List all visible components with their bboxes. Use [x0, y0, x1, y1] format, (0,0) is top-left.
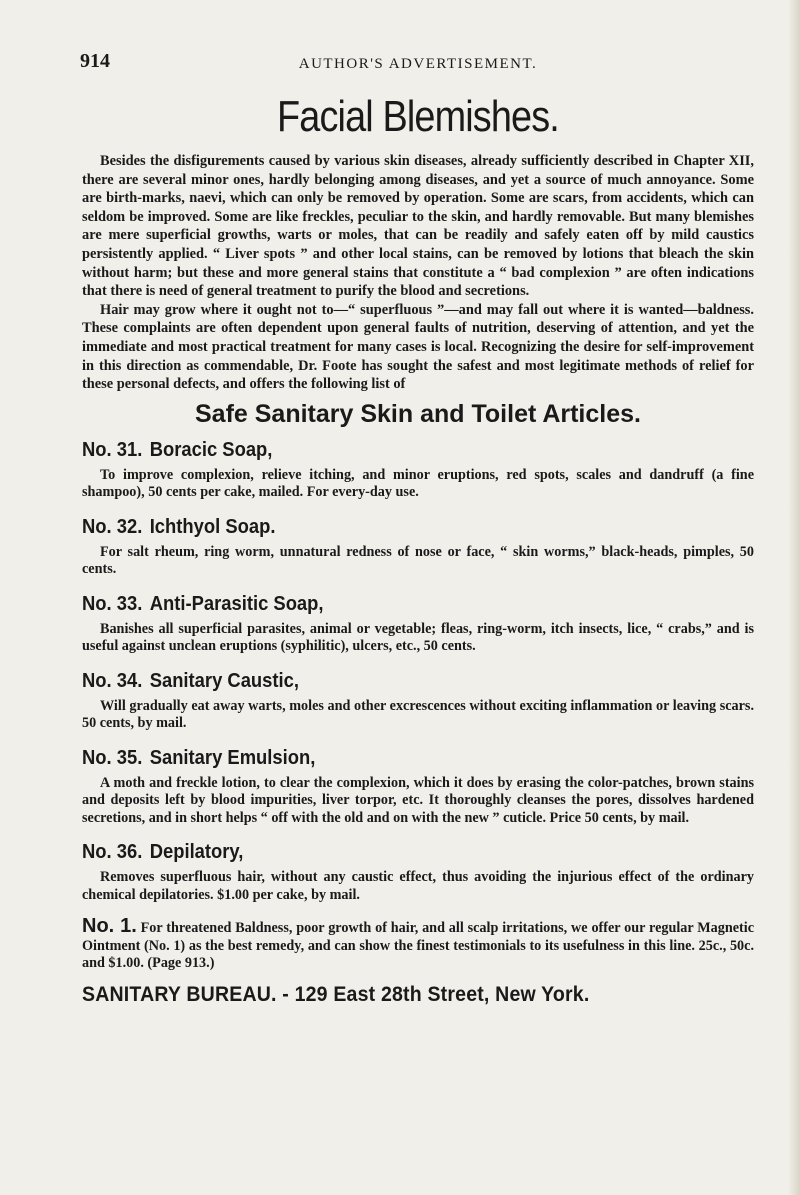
intro-paragraph-2: Hair may grow where it ought not to—“ superfluous ”—and may fall out where it is wanted—baldness. These complaints are often dependent upon general faults of nutrition, deserving of attention, and yet the immediate and most practical treatment for many cases is local. Recognizing the desire for self-improvement in this direction as commendable, Dr. Foote has sought the safest and most legitimate methods of relief for these personal defects, and offers the following list of	[82, 301, 754, 393]
product-description: Banishes all superficial parasites, animal or vegetable; fleas, ring-worm, itch insects, lice, “ crabs,” and is useful against unclean eruptions (syphilitic), ulcers, etc., 50 cents.	[82, 620, 754, 655]
product-number: No. 34.	[82, 669, 143, 692]
page-title: Facial Blemishes.	[277, 92, 559, 141]
product-number: No. 32.	[82, 515, 143, 538]
product-description: A moth and freckle lotion, to clear the complexion, which it does by erasing the color-patches, brown stains and deposits left by blood impurities, liver torpor, etc. It thoroughly cleanses the pores, dissolves hardened secretions, and in short helps “ off with the old and on with the new ” cuticle. Price 50 cents, by mail.	[82, 774, 754, 826]
bureau-address: SANITARY BUREAU. - 129 East 28th Street, New York.	[82, 982, 590, 1006]
product-heading	[82, 841, 700, 864]
notice-text: For threatened Baldness, poor growth of hair, and all scalp irritations, we offer our regular Magnetic Ointment (No. 1) as the best remedy, and can show the finest testimonials to its usefulness in this line. 25c., 50c. and $1.00. (Page 913.)	[82, 920, 754, 972]
product-item	[82, 841, 754, 904]
page	[82, 50, 754, 1007]
product-item	[82, 670, 754, 733]
product-description: Will gradually eat away warts, moles and other excrescences without exciting inflammation or leaving scars. 50 cents, by mail.	[82, 697, 754, 732]
product-heading	[82, 593, 700, 616]
product-description: Removes superfluous hair, without any caustic effect, thus avoiding the injurious effect of the ordinary chemical depilatories. $1.00 per cake, by mail.	[82, 869, 754, 903]
product-item	[82, 439, 754, 502]
product-heading	[82, 439, 700, 462]
product-item	[82, 747, 754, 828]
product-item	[82, 593, 754, 656]
product-heading	[82, 747, 700, 770]
product-item	[82, 516, 754, 579]
product-name: Anti-Parasitic Soap,	[149, 592, 324, 615]
product-number: No. 35.	[82, 746, 143, 769]
intro-paragraph-1: Besides the disfigurements caused by various skin diseases, already sufficiently described in Chapter XII, there are several minor ones, hardly belonging among diseases, and yet a source of much annoyance. Some are birth-marks, naevi, which can only be removed by operation. Some are scars, from accidents, which can seldom be improved. Some are like freckles, peculiar to the skin, and hardly removable. But many blemishes are mere superficial growths, warts or moles, that can be readily and safely eaten off by mild caustics persistently applied. “ Liver spots ” and other local stains, can be removed by lotions that bleach the skin without harm; but these and more general stains that constitute a “ bad complexion ” are often indications that there is need of general treatment to purify the blood and secretions.	[82, 153, 754, 300]
product-name: Ichthyol Soap.	[149, 515, 276, 538]
product-name: Sanitary Emulsion,	[149, 746, 316, 769]
page-number: 914	[80, 50, 110, 72]
product-name: Depilatory,	[149, 841, 244, 864]
section-title: Safe Sanitary Skin and Toilet Articles.	[195, 399, 641, 428]
baldness-notice	[82, 915, 754, 973]
product-description: To improve complexion, relieve itching, and minor eruptions, red spots, scales and dandruff (a fine shampoo), 50 cents per cake, mailed. For every-day use.	[82, 466, 754, 501]
product-number: No. 36.	[82, 841, 143, 864]
notice-number: No. 1.	[82, 915, 137, 938]
product-heading	[82, 670, 700, 693]
product-heading	[82, 516, 700, 539]
running-head: AUTHOR'S ADVERTISEMENT.	[298, 56, 538, 72]
product-name: Sanitary Caustic,	[149, 669, 300, 692]
product-list	[82, 439, 754, 905]
product-number: No. 31.	[82, 438, 143, 461]
product-number: No. 33.	[82, 592, 143, 615]
product-description: For salt rheum, ring worm, unnatural redness of nose or face, “ skin worms,” black-heads, pimples, 50 cents.	[82, 543, 754, 578]
page-edge-shadow	[788, 0, 800, 1195]
product-name: Boracic Soap,	[149, 438, 273, 461]
page-header	[82, 50, 754, 78]
